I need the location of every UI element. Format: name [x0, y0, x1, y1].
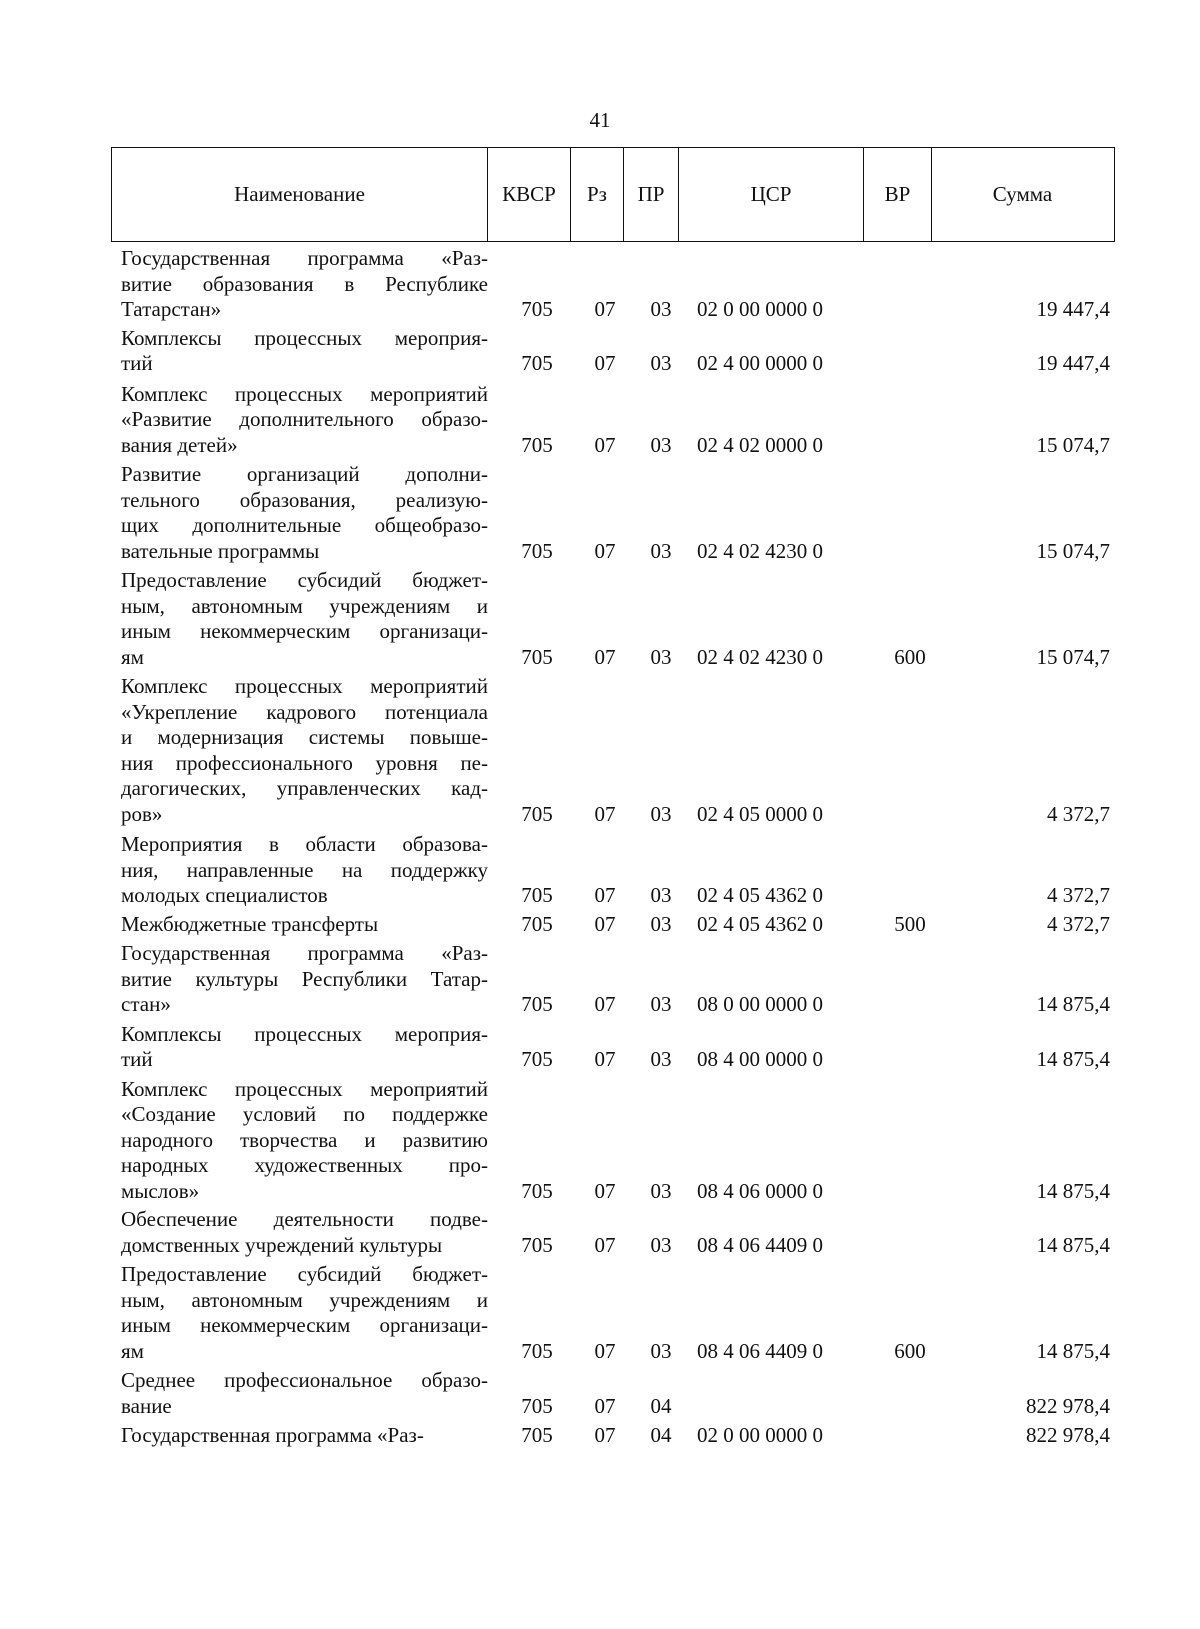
row-name-line: Предоставление субсидий бюджет- — [121, 1262, 488, 1286]
table-row — [0, 1022, 1200, 1073]
row-sum: 4 372,7 — [1047, 801, 1110, 826]
table-row — [0, 832, 1200, 909]
row-sum: 14 875,4 — [1036, 1047, 1110, 1071]
row-name — [121, 1207, 488, 1258]
row-name-line: «Укрепление кадрового потенциала — [121, 699, 488, 724]
page-number: 41 — [589, 108, 611, 132]
row-name — [121, 674, 488, 827]
row-csr: 02 4 05 4362 0 — [697, 883, 823, 907]
row-name-line: Комплекс процессных мероприятий — [121, 381, 488, 406]
row-kvsr: 705 — [521, 1423, 553, 1447]
row-csr: 02 4 00 0000 0 — [697, 351, 823, 375]
row-name-line: Комплекс процессных мероприятий — [121, 1076, 488, 1101]
row-csr: 08 4 06 4409 0 — [697, 1338, 823, 1363]
row-kvsr: 705 — [521, 351, 553, 375]
row-csr: 02 4 02 4230 0 — [697, 644, 823, 669]
row-name — [121, 326, 488, 377]
row-rz: 07 — [594, 297, 616, 321]
row-name-line: тий — [121, 1047, 153, 1071]
row-name-line: домственных учреждений культуры — [121, 1232, 443, 1257]
row-name-line: ным, автономным учреждениям и — [121, 593, 488, 618]
row-pr: 03 — [650, 992, 672, 1016]
row-pr: 03 — [650, 538, 672, 563]
table-row — [0, 674, 1200, 827]
row-name-line: тий — [121, 351, 153, 375]
row-csr: 08 4 06 0000 0 — [697, 1178, 823, 1203]
row-name-line: Мероприятия в области образова- — [121, 832, 488, 856]
row-sum: 822 978,4 — [1026, 1393, 1110, 1418]
row-pr: 03 — [650, 1232, 672, 1257]
row-rz: 07 — [594, 1178, 616, 1203]
row-name-line: Комплексы процессных мероприя- — [121, 325, 488, 350]
row-csr: 08 0 00 0000 0 — [697, 992, 823, 1016]
row-name — [121, 1423, 488, 1449]
row-csr: 02 4 05 4362 0 — [697, 911, 823, 936]
row-name-line: витие образования в Республике — [121, 271, 488, 296]
table-row — [0, 1368, 1200, 1419]
row-name-line: вание — [121, 1393, 172, 1418]
row-name-line: Обеспечение деятельности подве- — [121, 1207, 488, 1231]
row-name-line: Государственная программа «Раз- — [121, 941, 488, 965]
row-name — [121, 568, 488, 670]
row-vr: 600 — [894, 1338, 926, 1363]
row-kvsr: 705 — [521, 1232, 553, 1257]
row-kvsr: 705 — [521, 1047, 553, 1071]
row-rz: 07 — [594, 351, 616, 375]
row-name-line: ния, направленные на поддержку — [121, 857, 488, 882]
row-name-line: ров» — [121, 801, 163, 826]
header-kvsr: КВСР — [488, 148, 571, 241]
table-row — [0, 1423, 1200, 1449]
row-name-line: стан» — [121, 992, 171, 1016]
table-row — [0, 382, 1200, 459]
row-pr: 03 — [650, 297, 672, 321]
row-name-line: и модернизация системы повыше- — [121, 725, 488, 749]
row-sum: 19 447,4 — [1036, 351, 1110, 375]
table-row — [0, 1207, 1200, 1258]
row-name — [121, 1368, 488, 1419]
row-name-line: Татарстан» — [121, 297, 222, 321]
row-kvsr: 705 — [521, 538, 553, 563]
row-sum: 15 074,7 — [1036, 538, 1110, 563]
row-name-line: Развитие организаций дополни- — [121, 462, 488, 486]
row-name — [121, 1022, 488, 1073]
row-name — [121, 1077, 488, 1205]
row-pr: 03 — [650, 1178, 672, 1203]
table-header — [111, 147, 1115, 242]
row-rz: 07 — [594, 432, 616, 457]
row-csr: 08 4 00 0000 0 — [697, 1047, 823, 1071]
row-rz: 07 — [594, 1338, 616, 1363]
row-kvsr: 705 — [521, 883, 553, 907]
row-name — [121, 1262, 488, 1364]
row-name-line: народных художественных про- — [121, 1153, 488, 1177]
row-name-line: «Создание условий по поддержке — [121, 1102, 488, 1126]
row-name — [121, 462, 488, 564]
table-row — [0, 912, 1200, 938]
row-sum: 14 875,4 — [1036, 1338, 1110, 1363]
header-rz: Рз — [571, 148, 624, 241]
row-pr: 04 — [650, 1423, 672, 1447]
row-name-line: щих дополнительные общеобразо- — [121, 513, 488, 537]
row-name — [121, 912, 488, 938]
row-csr: 02 4 02 0000 0 — [697, 432, 823, 457]
row-sum: 14 875,4 — [1036, 1178, 1110, 1203]
row-pr: 03 — [650, 432, 672, 457]
row-name-line: ния профессионального уровня пе- — [121, 750, 488, 775]
row-name-line: иным некоммерческим организаци- — [121, 1313, 488, 1337]
row-sum: 822 978,4 — [1026, 1423, 1110, 1447]
row-name-line: дагогических, управленческих кад- — [121, 776, 488, 800]
row-pr: 03 — [650, 883, 672, 907]
row-rz: 07 — [594, 883, 616, 907]
table-row — [0, 462, 1200, 564]
header-pr: ПР — [624, 148, 679, 241]
row-name — [121, 246, 488, 323]
row-rz: 07 — [594, 911, 616, 936]
row-csr: 02 4 05 0000 0 — [697, 801, 823, 826]
row-name-line: вательные программы — [121, 538, 320, 563]
row-name-line: молодых специалистов — [121, 883, 328, 907]
row-pr: 03 — [650, 644, 672, 669]
row-kvsr: 705 — [521, 432, 553, 457]
row-kvsr: 705 — [521, 1393, 553, 1418]
header-vr: ВР — [864, 148, 932, 241]
row-rz: 07 — [594, 1047, 616, 1071]
row-pr: 03 — [650, 1338, 672, 1363]
header-sum: Сумма — [992, 182, 1053, 206]
row-csr: 08 4 06 4409 0 — [697, 1232, 823, 1257]
row-csr: 02 4 02 4230 0 — [697, 538, 823, 563]
row-rz: 07 — [594, 644, 616, 669]
row-kvsr: 705 — [521, 1178, 553, 1203]
row-name-line: Межбюджетные трансферты — [121, 911, 379, 936]
row-name-line: Среднее профессиональное образо- — [121, 1368, 488, 1392]
row-vr: 500 — [894, 911, 926, 936]
row-vr: 600 — [894, 644, 926, 669]
header-csr: ЦСР — [679, 148, 864, 241]
row-name-line: «Развитие дополнительного образо- — [121, 407, 488, 431]
row-sum: 4 372,7 — [1047, 911, 1110, 936]
row-name — [121, 832, 488, 909]
table-row — [0, 1262, 1200, 1364]
row-rz: 07 — [594, 992, 616, 1016]
row-name-line: тельного образования, реализую- — [121, 487, 488, 512]
row-kvsr: 705 — [521, 992, 553, 1016]
row-name-line: Комплексы процессных мероприя- — [121, 1021, 488, 1046]
row-name-line: ям — [121, 644, 144, 669]
row-csr: 02 0 00 0000 0 — [697, 1423, 823, 1447]
row-kvsr: 705 — [521, 1338, 553, 1363]
row-kvsr: 705 — [521, 801, 553, 826]
header-name: Наименование — [112, 148, 488, 241]
row-kvsr: 705 — [521, 297, 553, 321]
row-pr: 03 — [650, 1047, 672, 1071]
row-sum: 14 875,4 — [1036, 1232, 1110, 1257]
row-rz: 07 — [594, 1423, 616, 1447]
table-row — [0, 246, 1200, 323]
row-name-line: Комплекс процессных мероприятий — [121, 674, 488, 698]
row-rz: 07 — [594, 1393, 616, 1418]
row-rz: 07 — [594, 801, 616, 826]
row-name-line: мыслов» — [121, 1178, 200, 1203]
row-name-line: ям — [121, 1338, 144, 1363]
table-row — [0, 1077, 1200, 1205]
table-body — [0, 242, 1200, 1449]
table-row — [0, 568, 1200, 670]
row-kvsr: 705 — [521, 911, 553, 936]
row-name-line: Государственная программа «Раз- — [121, 1423, 424, 1447]
row-kvsr: 705 — [521, 644, 553, 669]
row-name-line: витие культуры Республики Татар- — [121, 966, 488, 991]
row-csr: 02 0 00 0000 0 — [697, 297, 823, 321]
table-row — [0, 941, 1200, 1018]
row-name-line: Предоставление субсидий бюджет- — [121, 568, 488, 592]
row-pr: 04 — [650, 1393, 672, 1418]
table-row — [0, 326, 1200, 377]
row-sum: 15 074,7 — [1036, 644, 1110, 669]
row-name-line: вания детей» — [121, 432, 238, 457]
row-sum: 14 875,4 — [1036, 992, 1110, 1016]
row-name-line: ным, автономным учреждениям и — [121, 1287, 488, 1312]
row-pr: 03 — [650, 351, 672, 375]
row-name-line: Государственная программа «Раз- — [121, 246, 488, 270]
row-sum: 15 074,7 — [1036, 432, 1110, 457]
row-name-line: иным некоммерческим организаци- — [121, 619, 488, 643]
row-name — [121, 941, 488, 1018]
row-rz: 07 — [594, 538, 616, 563]
row-pr: 03 — [650, 911, 672, 936]
row-pr: 03 — [650, 801, 672, 826]
row-sum: 19 447,4 — [1036, 297, 1110, 321]
row-rz: 07 — [594, 1232, 616, 1257]
row-sum: 4 372,7 — [1047, 883, 1110, 907]
row-name — [121, 382, 488, 459]
row-name-line: народного творчества и развитию — [121, 1127, 488, 1152]
